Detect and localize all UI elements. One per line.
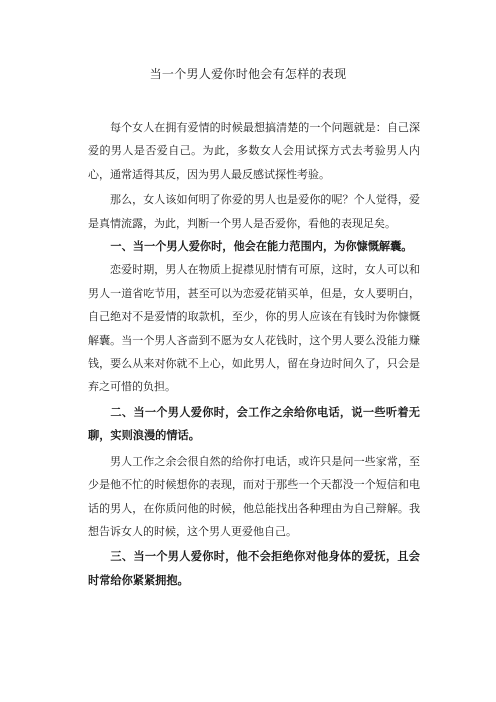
section-heading-3: 三、当一个男人爱你时，他不会拒绝你对他身体的爱抚，且会时常给你紧紧拥抱。 bbox=[88, 550, 420, 587]
document-body bbox=[88, 116, 420, 592]
paragraph-section-2: 男人工作之余会很自然的给你打电话，或许只是问一些家常，至少是他不忙的时候想你的表现，而对于那些一个天都没一个短信和电话的男人，在你质问他的时候，他总能找出各种理由为自己辩解。我想告诉女人的时候，这个男人更爱他自己。 bbox=[88, 454, 420, 538]
section-heading-1: 一、当一个男人爱你时，他会在能力范围内，为你慷慨解囊。 bbox=[110, 240, 413, 254]
document-title: 当一个男人爱你时他会有怎样的表现 bbox=[149, 67, 347, 81]
paragraph-intro: 每个女人在拥有爱情的时候最想搞清楚的一个问题就是：自己深爱的男人是否爱自己。为此，多数女人会用试探方式去考验男人内心，通常适得其反，因为男人最反感试探性考验。 bbox=[88, 121, 420, 181]
paragraph-section-1: 恋爱时期，男人在物质上捉襟见肘情有可原，这时，女人可以和男人一道省吃节用，甚至可以为恋爱花销买单，但是，女人要明白，自己绝对不是爱情的取款机，至少，你的男人应该在有钱时为你慷慨解囊。当一个男人吝啬到不愿为女人花钱时，这个男人要么没能力赚钱，要么从来对你就不上心，如此男人，留在身边时间久了，只会是弃之可惜的负担。 bbox=[88, 263, 420, 394]
section-heading-2: 二、当一个男人爱你时，会工作之余给你电话，说一些听着无聊，实则浪漫的情话。 bbox=[88, 405, 420, 443]
paragraph-question: 那么，女人该如何明了你爱的男人也是爱你的呢？个人觉得，爱是真情流露，为此，判断一个男人是否爱你，看他的表现足矣。 bbox=[88, 193, 420, 230]
